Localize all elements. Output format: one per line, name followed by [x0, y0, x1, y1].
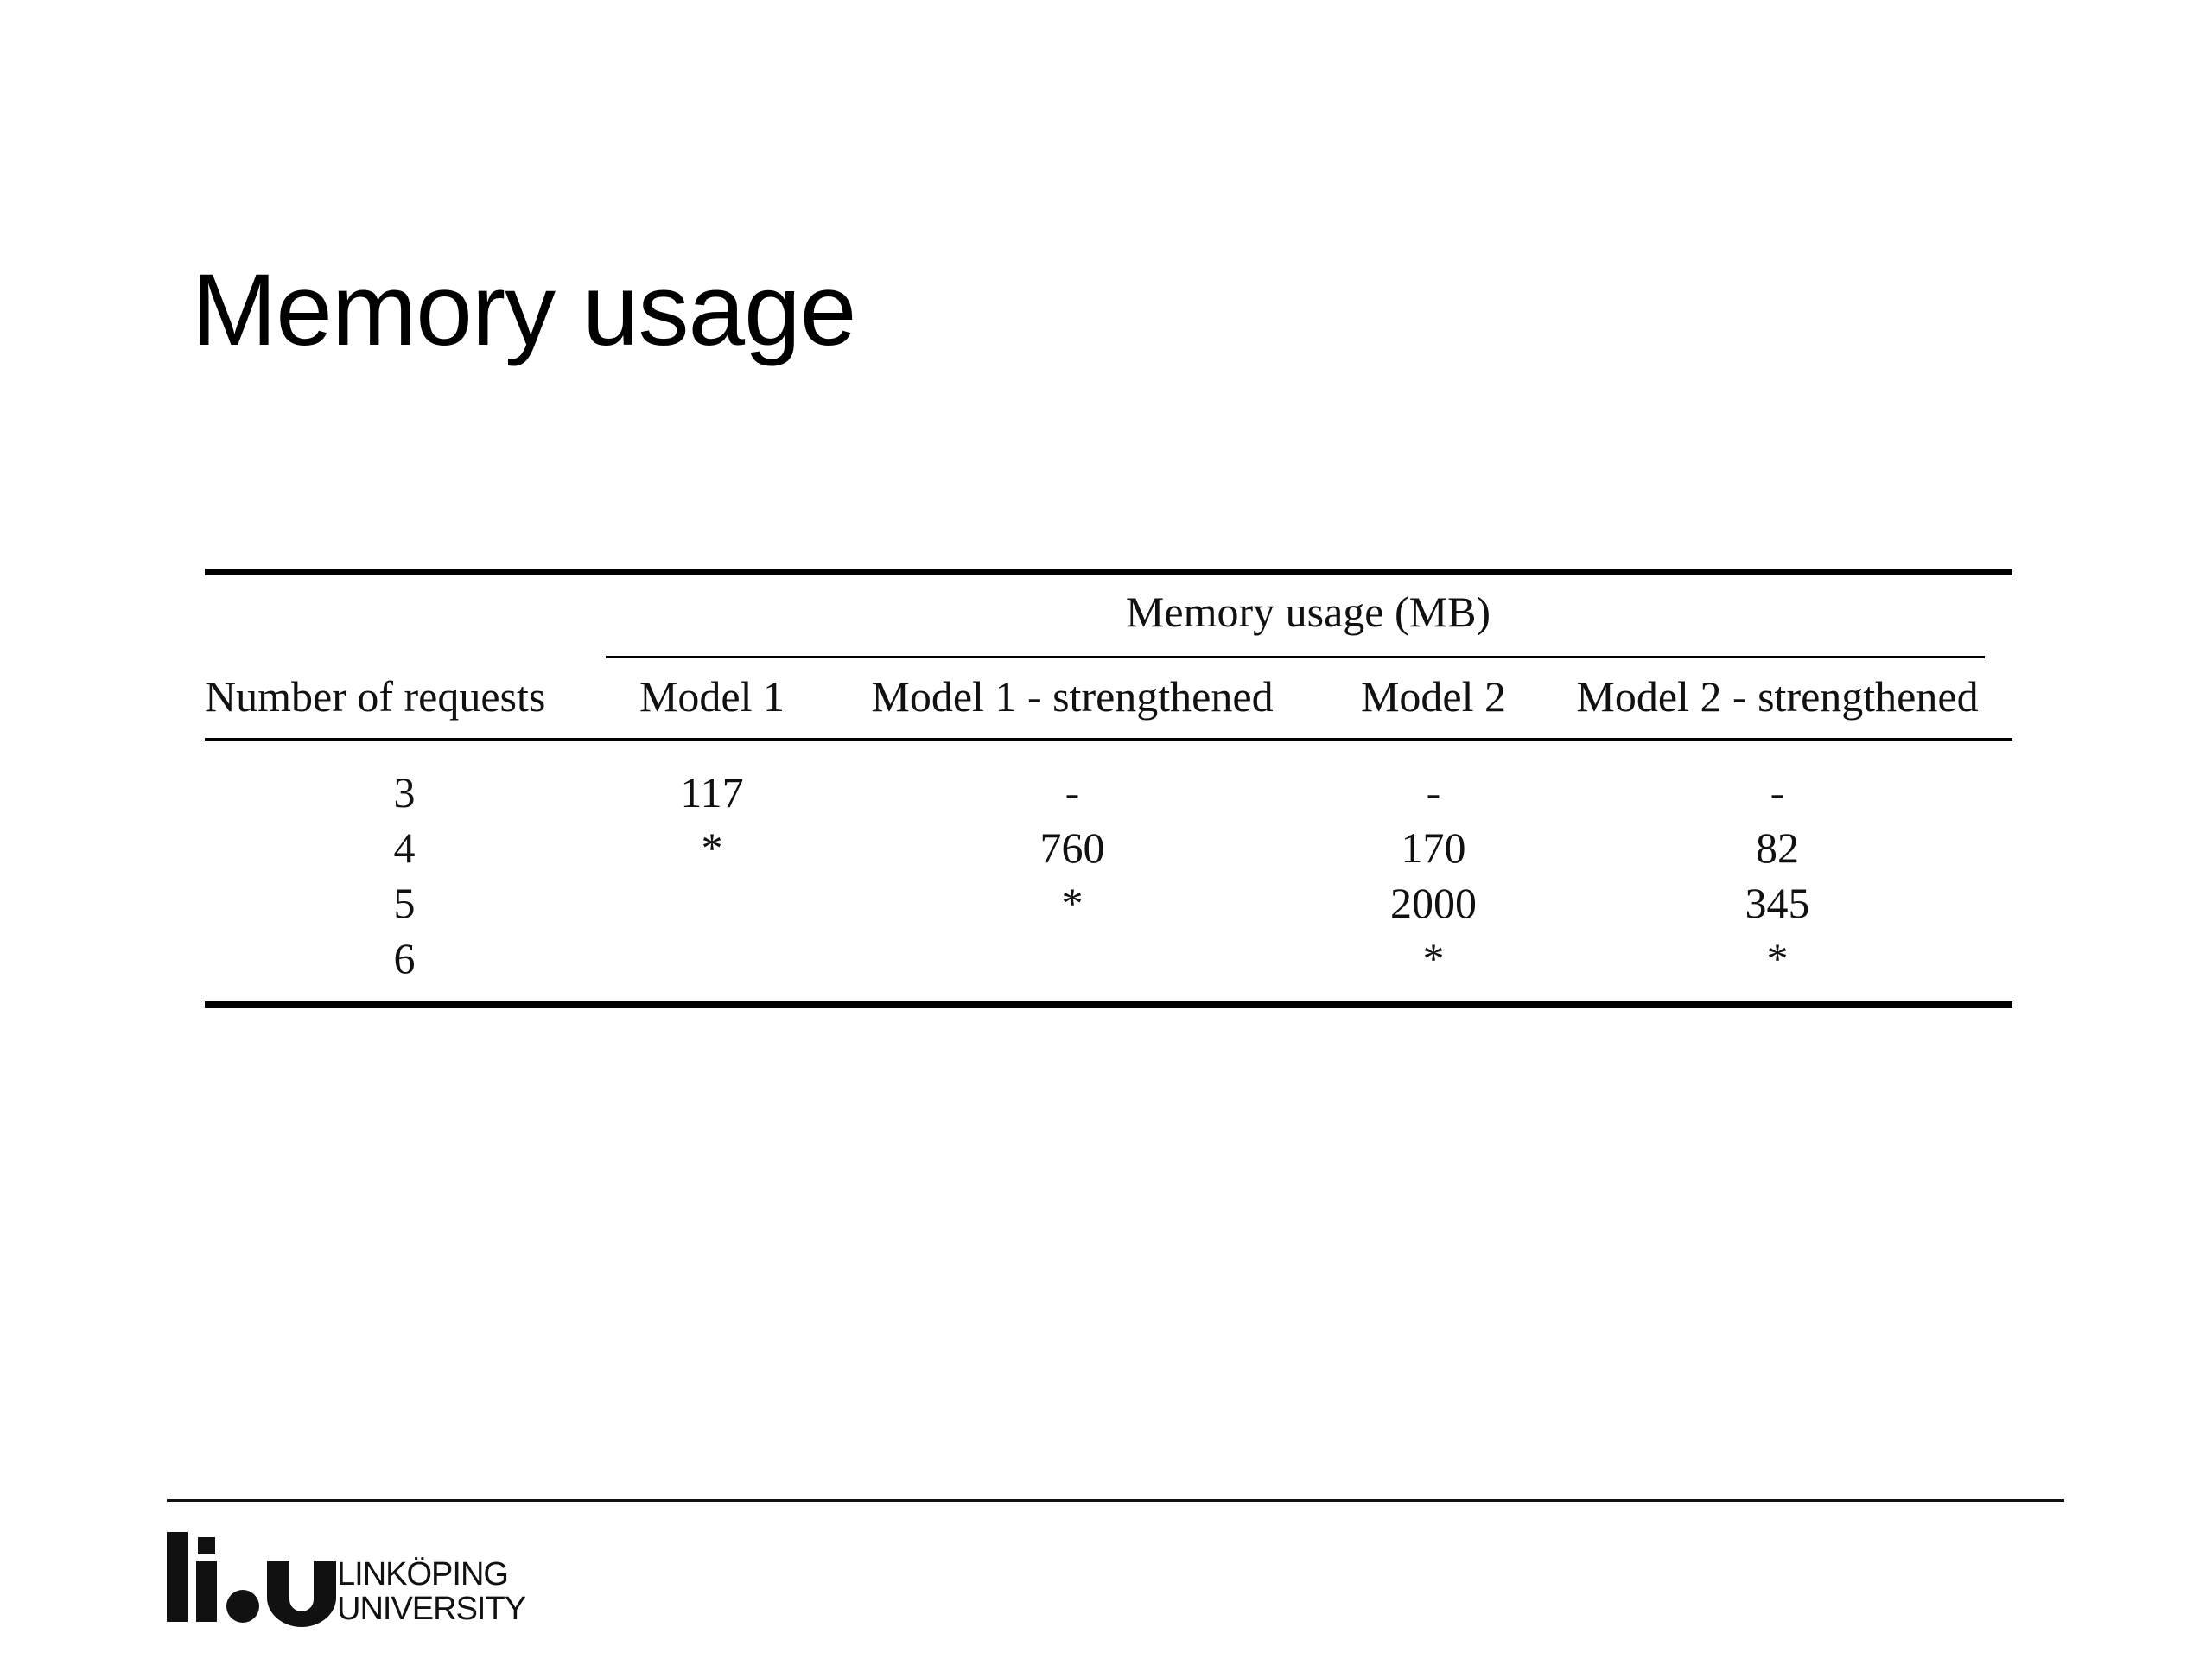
- table-cell: -: [1770, 768, 1785, 817]
- column-header: Model 1: [639, 672, 785, 721]
- table-cell: 760: [1039, 823, 1105, 872]
- university-name-line2: UNIVERSITY: [337, 1591, 526, 1627]
- table-group-header-empty: [205, 569, 604, 655]
- slide-title: Memory usage: [192, 253, 856, 367]
- table-group-underline: [606, 656, 1985, 658]
- table-row: [205, 820, 2012, 875]
- table-cell: 6: [393, 934, 416, 982]
- column-header: Model 2: [1360, 672, 1507, 721]
- table-cell: -: [1426, 768, 1441, 817]
- table-group-header-label: Memory usage (MB): [1125, 588, 1491, 636]
- table-cell: [604, 875, 820, 931]
- table-header-row: [205, 655, 2012, 740]
- table-row: [205, 931, 2012, 1001]
- table-cell: 4: [393, 823, 416, 872]
- university-name-line1: LINKÖPING: [337, 1556, 508, 1592]
- table-cell: 82: [1756, 823, 1799, 872]
- table-cell: 345: [1745, 879, 1810, 927]
- table-cell: 5: [393, 879, 416, 927]
- table-group-header-row: [205, 569, 2012, 655]
- table-cell: *: [1766, 934, 1789, 982]
- table-cell: 3: [393, 768, 416, 817]
- table-cell: *: [1061, 879, 1084, 927]
- memory-usage-table-container: [205, 569, 2012, 1001]
- table-cell: 117: [680, 768, 744, 817]
- table-cell: 170: [1401, 823, 1466, 872]
- column-header: Model 2 - strengthened: [1576, 672, 1979, 721]
- table-bottom-rule: [205, 1001, 2012, 1008]
- table-row: [205, 875, 2012, 931]
- table-cell: *: [701, 823, 723, 872]
- table-group-header: [604, 569, 2012, 655]
- table-cell: [820, 931, 1325, 1001]
- university-name: [337, 1557, 525, 1626]
- table-cell: 2000: [1390, 879, 1477, 927]
- footer-divider: [167, 1499, 2064, 1502]
- column-header: Model 1 - strengthened: [871, 672, 1274, 721]
- column-header: Number of requests: [205, 672, 546, 721]
- table-row: [205, 740, 2012, 821]
- table-cell: -: [1065, 768, 1080, 817]
- table-cell: [604, 931, 820, 1001]
- table-cell: *: [1422, 934, 1445, 982]
- memory-usage-table: [205, 569, 2012, 1001]
